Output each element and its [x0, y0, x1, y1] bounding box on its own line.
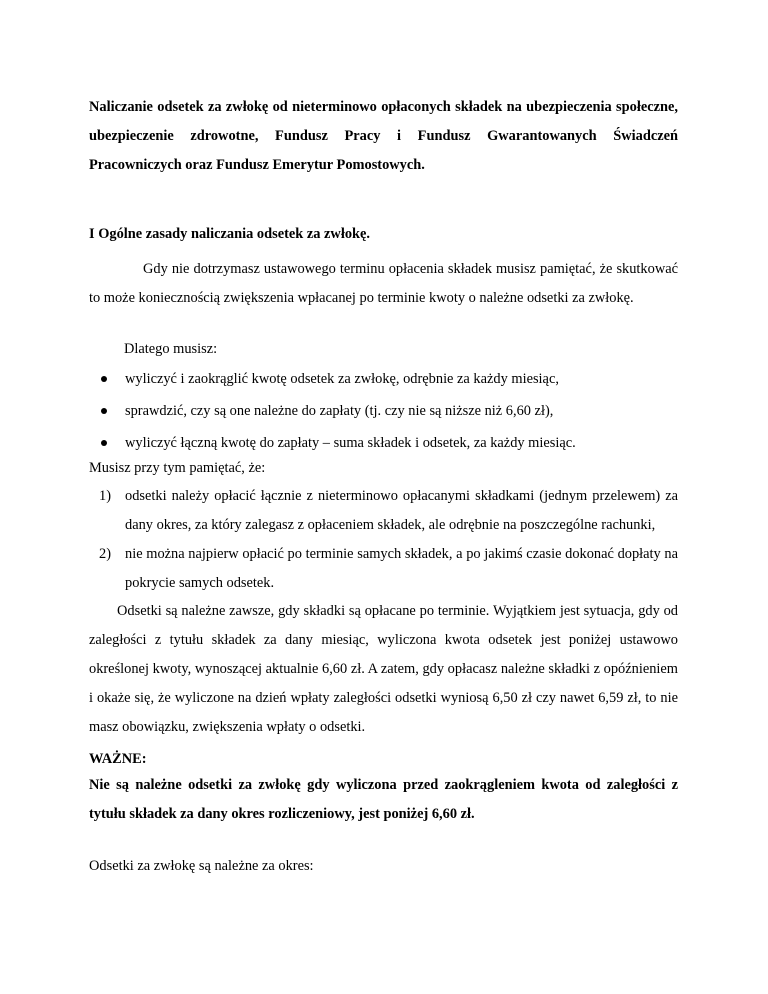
section-heading: I Ogólne zasady naliczania odsetek za zwłokę. — [89, 226, 371, 242]
final-line: Odsetki za zwłokę są należne za okres: — [89, 858, 314, 874]
item-text: nie można najpierw opłacić po terminie samych składek, a po jakimś czasie dokonać dopłaty na pokrycie samych odsetek. — [125, 546, 678, 591]
bullet-text: wyliczyć i zaokrąglić kwotę odsetek za zwłokę, odrębnie za każdy miesiąc, — [125, 371, 559, 387]
document-page — [89, 0, 678, 994]
intro-paragraph: Gdy nie dotrzymasz ustawowego terminu opłacenia składek musisz pamiętać, że skutkować to może koniecznością zwiększenia wpłacanej po terminie kwoty o należne odsetki za zwłokę. — [89, 261, 678, 306]
numbered-item — [89, 540, 678, 598]
item-number: 1) — [99, 488, 111, 504]
remember-intro: Musisz przy tym pamiętać, że: — [89, 460, 266, 476]
document-title: Naliczanie odsetek za zwłokę od nieterminowo opłaconych składek na ubezpieczenia społeczne, ubezpieczenie zdrowotne, Fundusz Pracy i Fundusz Gwarantowanych Świadczeń Pracowniczych oraz Fundusz Emerytur Pomostowych. — [89, 99, 678, 173]
item-text: odsetki należy opłacić łącznie z nieterminowo opłacanymi składkami (jednym przelewem) za dany okres, za który zalegasz z opłaceniem składek, ale odrębnie na poszczególne rachunki, — [125, 488, 678, 533]
bullet-icon — [101, 376, 107, 382]
numbered-item — [89, 482, 678, 540]
bullet-text: sprawdzić, czy są one należne do zapłaty (tj. czy nie są niższe niż 6,60 zł), — [125, 403, 554, 419]
bullet-icon — [101, 440, 107, 446]
bullet-item — [89, 401, 678, 433]
list-intro: Dlatego musisz: — [124, 341, 218, 357]
important-text: Nie są należne odsetki za zwłokę gdy wyliczona przed zaokrągleniem kwota od zaległości z tytułu składek za dany okres rozliczeniowy, jest poniżej 6,60 zł. — [89, 777, 678, 822]
bullet-icon — [101, 408, 107, 414]
exception-paragraph: Odsetki są należne zawsze, gdy składki są opłacane po terminie. Wyjątkiem jest sytuacja, gdy od zaległości z tytułu składek za dany miesiąc, wyliczona kwota odsetek jest poniżej ustawowo określonej kwoty, wynoszącej aktualnie 6,60 zł. A zatem, gdy opłacasz należne składki z opóźnieniem i okaże się, że wyliczone na dzień wpłaty zaległości odsetki wyniosą 6,50 zł czy nawet 6,59 zł, to nie masz obowiązku, zwiększenia wpłaty o odsetki. — [89, 603, 678, 735]
numbered-list — [89, 482, 678, 598]
bullet-text: wyliczyć łączną kwotę do zapłaty – suma składek i odsetek, za każdy miesiąc. — [125, 435, 576, 451]
bullet-list — [89, 369, 678, 465]
important-label: WAŻNE: — [89, 751, 147, 767]
bullet-item — [89, 369, 678, 401]
item-number: 2) — [99, 546, 111, 562]
